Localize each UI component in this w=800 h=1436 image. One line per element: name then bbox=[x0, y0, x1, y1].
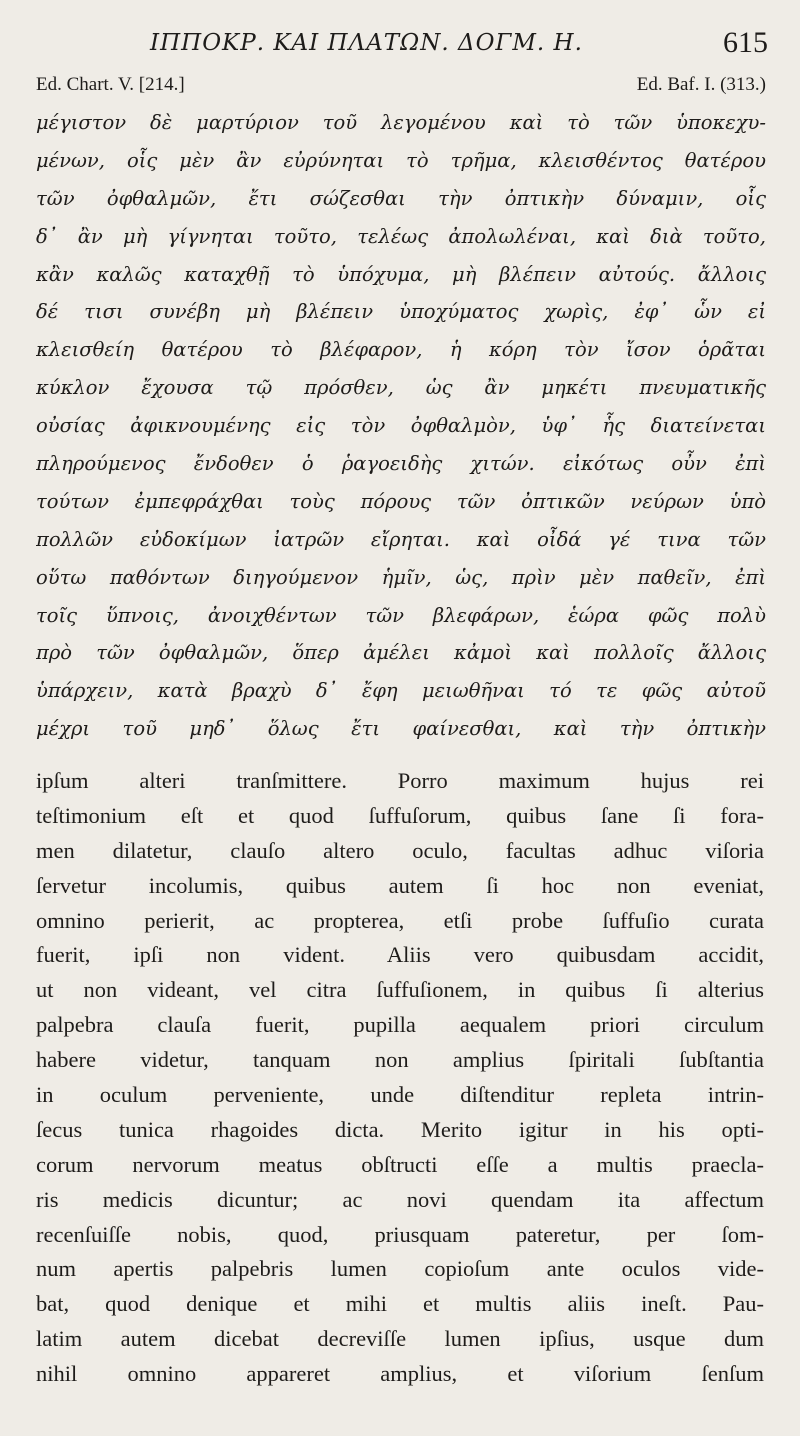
latin-text-line: omnino perierit, ac propterea, etſi probe ſuffuſio curata bbox=[36, 907, 764, 933]
latin-text-line: nihil omnino appareret amplius, et viſorium ſenſum bbox=[36, 1361, 764, 1387]
greek-text-line: μέχρι τοῦ μηδ᾽ ὅλως ἔτι φαίνεσθαι, καὶ τὴν ὀπτικὴν bbox=[36, 717, 766, 741]
latin-text-line: ris medicis dicuntur; ac novi quendam ita affectum bbox=[36, 1186, 764, 1212]
latin-text-line: ipſum alteri tranſmittere. Porro maximum hujus rei bbox=[36, 768, 764, 793]
greek-text-line: μένων, οἷς μὲν ἂν εὐρύνηται τὸ τρῆμα, κλεισθέντος θατέρου bbox=[36, 148, 766, 172]
latin-text-line: habere videtur, tanquam non amplius ſpiritali ſubſtantia bbox=[36, 1047, 764, 1073]
latin-text-line: teſtimonium eſt et quod ſuffuſorum, quibus ſane ſi fora- bbox=[36, 802, 764, 828]
greek-text-line: κύκλον ἔχουσα τῷ πρόσθεν, ὡς ἂν μηκέτι πνευματικῆς bbox=[36, 376, 766, 400]
running-head bbox=[0, 26, 800, 62]
greek-text-line: δέ τισι συνέβη μὴ βλέπειν ὑποχύματος χωρὶς, ἐφ᾽ ὧν εἰ bbox=[36, 300, 766, 324]
latin-text-line: ut non videant, vel citra ſuffuſionem, in quibus ſi alterius bbox=[36, 977, 764, 1003]
greek-text-line: δ᾽ ἂν μὴ γίγνηται τοῦτο, τελέως ἀπολωλέναι, καὶ διὰ τοῦτο, bbox=[36, 224, 766, 248]
latin-text-line: ſervetur incolumis, quibus autem ſi hoc non eveniat, bbox=[36, 872, 764, 898]
latin-text-line: in oculum perveniente, unde diſtenditur repleta intrin- bbox=[36, 1082, 764, 1108]
latin-text-line: fuerit, ipſi non vident. Aliis vero quibusdam accidit, bbox=[36, 942, 764, 968]
greek-text-line: τούτων ἐμπεφράχθαι τοὺς πόρους τῶν ὀπτικῶν νεύρων ὑπὸ bbox=[36, 489, 766, 513]
latin-text-line: num apertis palpebris lumen copioſum ante oculos vide- bbox=[36, 1256, 764, 1282]
greek-text-line: κἂν καλῶς καταχθῇ τὸ ὑπόχυμα, μὴ βλέπειν αὐτούς. ἄλλοις bbox=[36, 262, 766, 286]
latin-text-line: ſecus tunica rhagoides dicta. Merito igitur in his opti- bbox=[36, 1116, 764, 1142]
page-number: 615 bbox=[723, 26, 768, 59]
latin-text-line: recenſuiſſe nobis, quod, priusquam pateretur, per ſom- bbox=[36, 1221, 764, 1247]
greek-text-block bbox=[36, 104, 766, 748]
latin-text-line: palpebra clauſa fuerit, pupilla aequalem priori circulum bbox=[36, 1012, 764, 1038]
edition-basel: Ed. Baf. I. (313.) bbox=[636, 74, 766, 95]
greek-text-line: ὑπάρχειν, κατὰ βραχὺ δ᾽ ἔφη μειωθῆναι τό τε φῶς αὐτοῦ bbox=[36, 679, 766, 703]
greek-text-line: οὕτω παθόντων διηγούμενον ἡμῖν, ὡς, πρὶν μὲν παθεῖν, ἐπὶ bbox=[36, 565, 766, 589]
greek-text-line: οὐσίας ἀφικνουμένης εἰς τὸν ὀφθαλμὸν, ὑφ᾽ ἧς διατείνεται bbox=[36, 414, 766, 438]
latin-text-line: corum nervorum meatus obſtructi eſſe a multis praecla- bbox=[36, 1151, 764, 1177]
greek-text-line: μέγιστον δὲ μαρτύριον τοῦ λεγομένου καὶ τὸ τῶν ὑποκεχυ- bbox=[36, 111, 766, 134]
latin-text-line: bat, quod denique et mihi et multis aliis ineſt. Pau- bbox=[36, 1291, 764, 1317]
latin-text-block bbox=[36, 764, 764, 1392]
edition-chartier: Ed. Chart. V. [214.] bbox=[36, 74, 185, 95]
running-title: ΙΠΠΟΚΡ. ΚΑΙ ΠΛΑΤΩΝ. ΔΟΓΜ. Η. bbox=[150, 30, 583, 56]
latin-text-line: men dilatetur, clauſo altero oculo, facultas adhuc viſoria bbox=[36, 837, 764, 863]
latin-text-line: latim autem dicebat decreviſſe lumen ipſius, usque dum bbox=[36, 1326, 764, 1352]
greek-text-line: τῶν ὀφθαλμῶν, ἔτι σώζεσθαι τὴν ὀπτικὴν δύναμιν, οἷς bbox=[36, 186, 766, 210]
greek-text-line: τοῖς ὕπνοις, ἀνοιχθέντων τῶν βλεφάρων, ἑώρα φῶς πολὺ bbox=[36, 603, 766, 627]
greek-text-line: κλεισθείη θατέρου τὸ βλέφαρον, ἡ κόρη τὸν ἴσον ὁρᾶται bbox=[36, 338, 766, 362]
edition-references bbox=[0, 74, 800, 100]
greek-text-line: πολλῶν εὐδοκίμων ἰατρῶν εἴρηται. καὶ οἶδά γέ τινα τῶν bbox=[36, 527, 766, 551]
greek-text-line: πληρούμενος ἔνδοθεν ὁ ῥαγοειδὴς χιτών. εἰκότως οὖν ἐπὶ bbox=[36, 452, 766, 476]
greek-text-line: πρὸ τῶν ὀφθαλμῶν, ὅπερ ἀμέλει κἀμοὶ καὶ πολλοῖς ἄλλοις bbox=[36, 641, 766, 665]
